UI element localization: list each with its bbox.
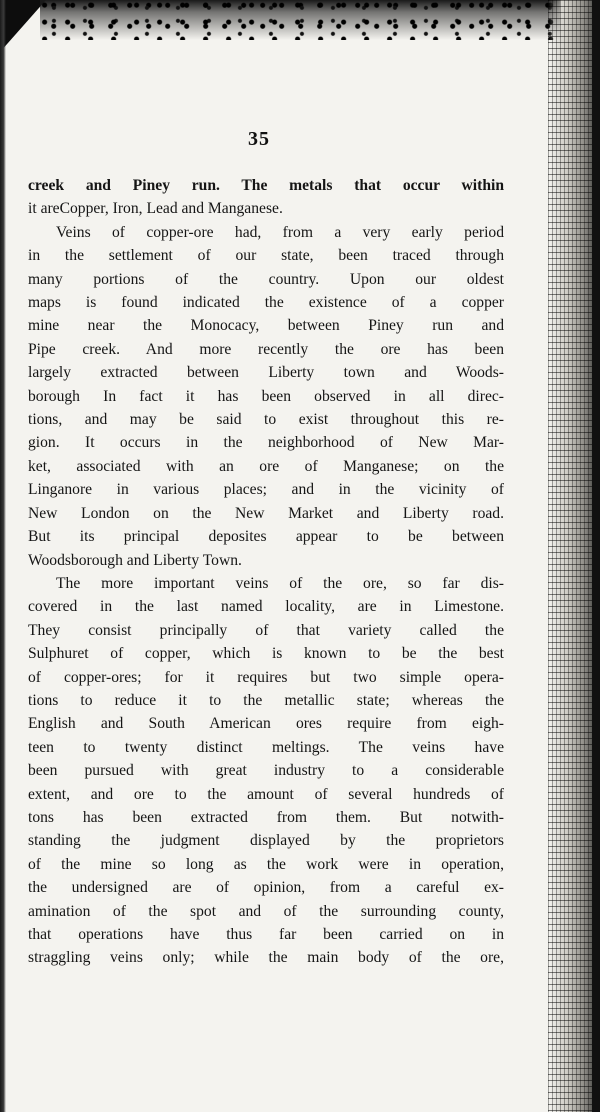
text-line: Pipe creek. And more recently the ore has been: [28, 340, 504, 358]
scan-top-noise: [40, 0, 560, 40]
text-line: straggling veins only; while the main body of the ore,: [28, 949, 504, 967]
text-line: English and South American ores require from eigh-: [28, 715, 504, 733]
text-line: ket, associated with an ore of Manganese; on the: [28, 457, 504, 475]
text-line: The more important veins of the ore, so far dis-: [56, 574, 504, 592]
text-line: that operations have thus far been carried on in: [28, 926, 504, 943]
text-line: gion. It occurs in the neighborhood of New Mar-: [28, 434, 504, 452]
text-line: tions to reduce it to the metallic state; whereas the: [28, 691, 504, 709]
text-line: tons has been extracted from them. But notwith-: [28, 808, 504, 826]
text-line: They consist principally of that variety called the: [28, 621, 504, 639]
text-line: amination of the spot and of the surrounding county,: [28, 902, 504, 920]
text-line: largely extracted between Liberty town and Woods-: [28, 364, 504, 382]
body-text: [28, 174, 504, 970]
text-line: of copper-ores; for it requires but two simple opera-: [28, 668, 504, 686]
text-line: in the settlement of our state, been traced through: [28, 247, 504, 265]
text-line: of the mine so long as the work were in operation,: [28, 855, 504, 873]
text-line: standing the judgment displayed by the proprietors: [28, 832, 504, 850]
text-line: tions, and may be said to exist throughout this re-: [28, 411, 504, 429]
text-line: teen to twenty distinct meltings. The veins have: [28, 738, 504, 756]
scan-right-border: [592, 0, 600, 1112]
text-line: Woodsborough and Liberty Town.: [28, 551, 242, 569]
scan-left-edge: [0, 0, 6, 1112]
text-line: Veins of copper-ore had, from a very early period: [56, 223, 504, 241]
text-line: borough In fact it has been observed in all direc-: [28, 387, 504, 405]
text-line: maps is found indicated the existence of a copper: [28, 294, 504, 312]
text-line: Sulphuret of copper, which is known to be the best: [28, 645, 504, 663]
text-line: mine near the Monocacy, between Piney run and: [28, 317, 504, 335]
text-line: covered in the last named locality, are in Limestone.: [28, 598, 504, 616]
text-line: the undersigned are of opinion, from a careful ex-: [28, 879, 504, 897]
text-line: Linganore in various places; and in the vicinity of: [28, 481, 504, 499]
text-line: been pursued with great industry to a considerable: [28, 762, 504, 780]
text-line: extent, and ore to the amount of several hundreds of: [28, 785, 504, 803]
text-line: it areCopper, Iron, Lead and Manganese.: [28, 200, 283, 218]
text-line: New London on the New Market and Liberty road.: [28, 504, 504, 522]
page-number: 35: [248, 128, 270, 150]
text-line: But its principal deposites appear to be between: [28, 528, 504, 546]
text-line: many portions of the country. Upon our oldest: [28, 270, 504, 288]
text-line: creek and Piney run. The metals that occur within: [28, 177, 504, 194]
